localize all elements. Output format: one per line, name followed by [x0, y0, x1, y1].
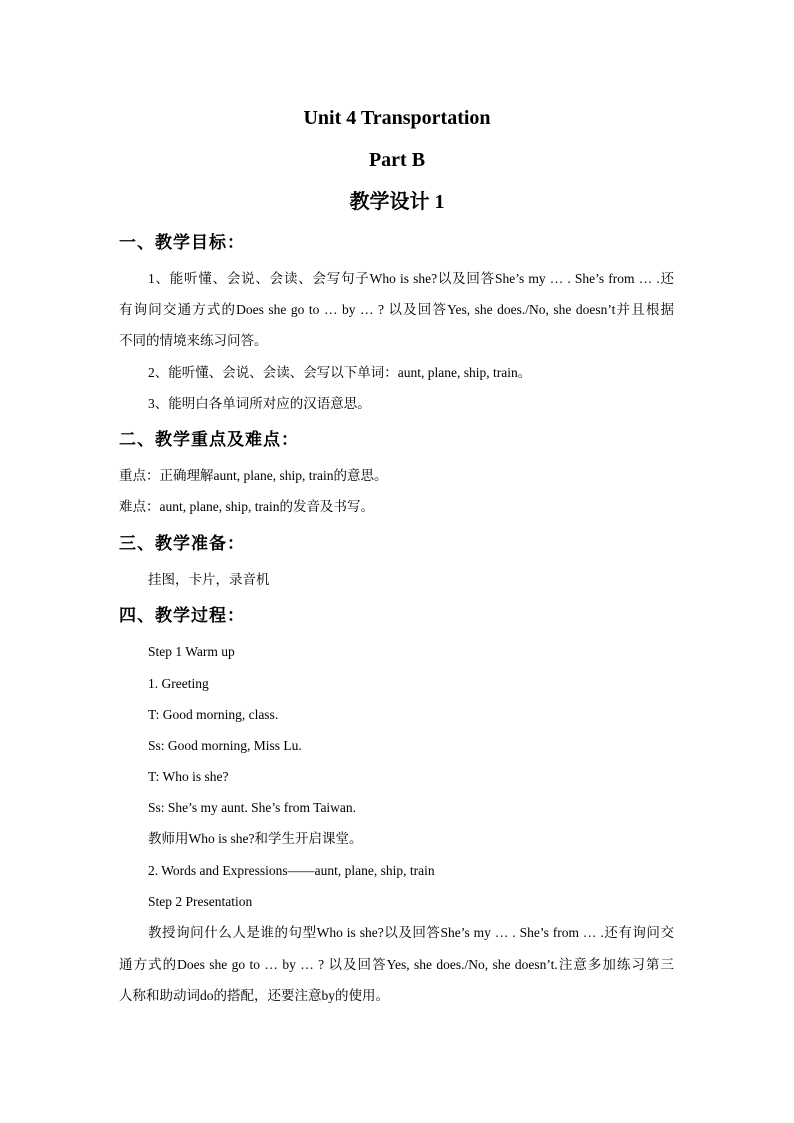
presentation-line-1: 教授询问什么人是谁的句型Who is she?以及回答She’s my … . She’s from … .还有询问交: [148, 925, 674, 940]
key-point-text: 重点：正确理解aunt, plane, ship, train的意思。: [119, 468, 388, 483]
presentation-line-2: 通方式的Does she go to … by … ? 以及回答Yes, she does./No, she doesn’t.注意多加练习第三: [119, 957, 674, 972]
preparation-heading: 三、教学准备：: [119, 534, 245, 553]
step-1-heading: Step 1 Warm up: [148, 644, 235, 659]
key-points-heading: 二、教学重点及难点：: [119, 430, 299, 449]
dialogue-line-ss1: Ss: Good morning, Miss Lu.: [148, 738, 302, 753]
difficult-point-text: 难点：aunt, plane, ship, train的发音及书写。: [119, 499, 374, 514]
process-heading: 四、教学过程：: [119, 606, 245, 625]
objective-item-1-line-3: 不同的情境来练习问答。: [119, 333, 268, 348]
part-title: Part B: [368, 149, 426, 171]
words-and-expressions: 2. Words and Expressions——aunt, plane, ship, train: [148, 863, 435, 878]
objectives-heading: 一、教学目标：: [119, 233, 245, 252]
preparation-items: 挂图，卡片，录音机: [148, 572, 270, 587]
design-title: 教学设计 1: [349, 191, 445, 213]
dialogue-line-t1: T: Good morning, class.: [148, 707, 279, 722]
greeting-item: 1. Greeting: [148, 676, 209, 691]
dialogue-line-ss2: Ss: She’s my aunt. She’s from Taiwan.: [148, 800, 357, 815]
objective-item-3: 3、能明白各单词所对应的汉语意思。: [148, 396, 371, 411]
presentation-line-3: 人称和助动词do的搭配，还要注意by的使用。: [119, 988, 389, 1003]
objective-item-1-line-1: 1、能听懂、会说、会读、会写句子Who is she?以及回答She’s my … . She’s from … .还: [148, 271, 674, 286]
dialogue-line-t2: T: Who is she?: [148, 769, 229, 784]
unit-title: Unit 4 Transportation: [303, 107, 491, 129]
objective-item-2: 2、能听懂、会说、会读、会写以下单词：aunt, plane, ship, train。: [148, 365, 532, 380]
objective-item-1-line-2: 有询问交通方式的Does she go to … by … ? 以及回答Yes, she does./No, she doesn’t并且根据: [119, 302, 674, 317]
step-2-heading: Step 2 Presentation: [148, 894, 253, 909]
teacher-note: 教师用Who is she?和学生开启课堂。: [148, 831, 363, 846]
